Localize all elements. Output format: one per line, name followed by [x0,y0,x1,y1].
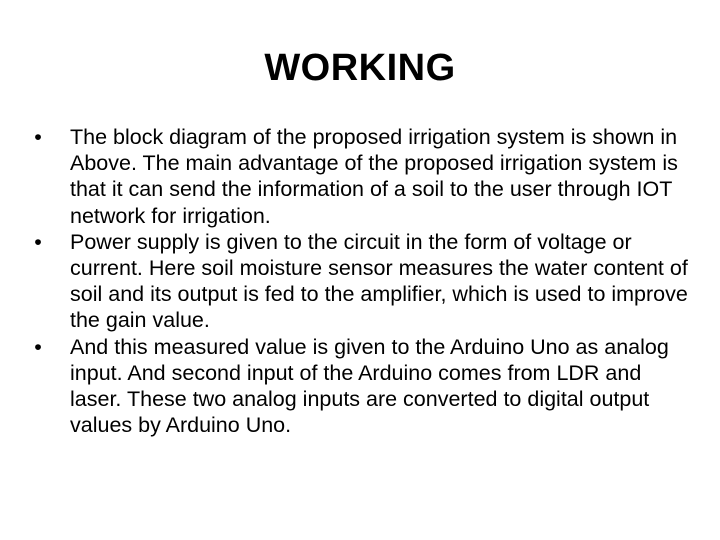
bullet-icon: • [34,334,42,359]
bullet-item-2 [28,229,688,334]
bullet-icon: • [34,125,42,149]
bullet-list [28,124,688,438]
slide-title: WORKING [264,47,456,89]
bullet-text: The block diagram of the proposed irrigation system is shown in Above. The main advantage of the proposed irrigation system is that it can send the information of a soil to the user through IOT network for irrigation. [70,125,678,228]
bullet-item-1 [28,124,688,229]
bullet-text: Power supply is given to the circuit in the form of voltage or current. Here soil moisture sensor measures the water content of soil and its output is fed to the amplifier, which is used to improve the gain value. [70,229,688,333]
bullet-item-3 [28,334,688,439]
bullet-icon: • [34,229,42,254]
bullet-text: And this measured value is given to the Arduino Uno as analog input. And second input of the Arduino comes from LDR and laser. These two analog inputs are converted to digital output values by Arduino Uno. [70,334,669,438]
